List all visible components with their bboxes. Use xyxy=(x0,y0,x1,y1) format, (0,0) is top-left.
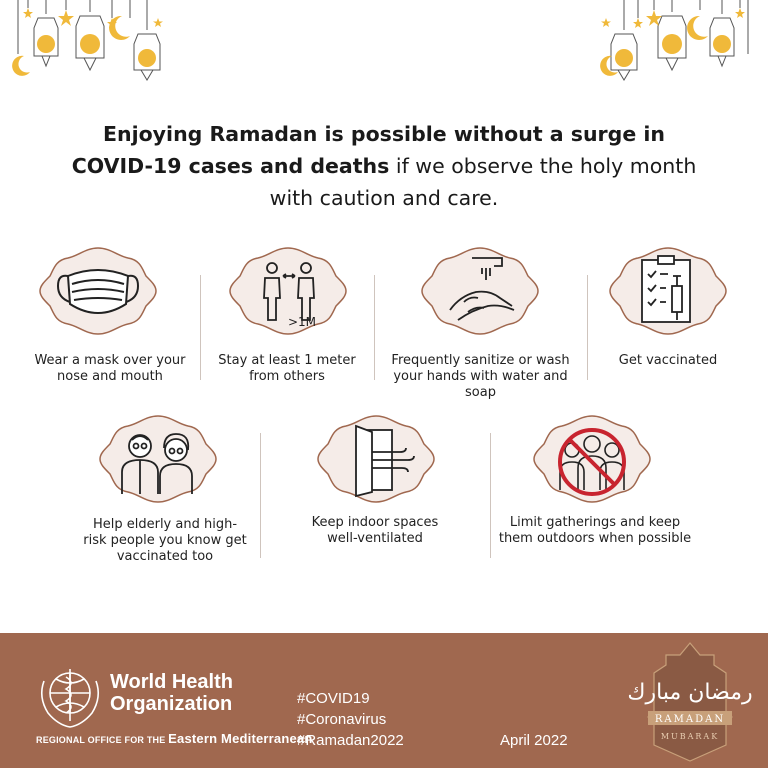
tip-ventilation xyxy=(280,515,470,547)
tip-line: Get vaccinated xyxy=(618,353,718,368)
tip-handwash xyxy=(378,353,583,401)
footer xyxy=(0,633,768,768)
tip-line: Wear a mask over your xyxy=(34,353,186,368)
who-region xyxy=(36,731,313,746)
tip-line: Stay at least 1 meter xyxy=(218,353,356,368)
who-name xyxy=(110,671,233,715)
region-prefix: REGIONAL OFFICE FOR THE xyxy=(36,735,166,745)
star-icon xyxy=(601,18,611,27)
publish-date: April 2022 xyxy=(500,732,568,749)
tip-elderly xyxy=(75,517,255,565)
tip-line: nose and mouth xyxy=(57,369,163,384)
crescent-icon xyxy=(12,56,30,76)
star-icon xyxy=(23,8,33,18)
tip-vaccinate xyxy=(592,353,744,369)
lantern-icon xyxy=(658,16,686,70)
tip-line: your hands with water and soap xyxy=(393,369,568,400)
tip-line: them outdoors when possible xyxy=(498,531,692,546)
headline-regular: if we observe the holy month with caution and care. xyxy=(269,154,697,210)
tip-line: Keep indoor spaces xyxy=(311,515,439,530)
divider xyxy=(260,433,261,558)
lantern-icon xyxy=(76,16,104,70)
divider xyxy=(587,275,588,380)
vaccine-clipboard-icon xyxy=(608,246,728,336)
tip-gatherings xyxy=(492,515,698,547)
hashtag: #Coronavirus xyxy=(297,711,387,728)
hashtag: #COVID19 xyxy=(297,690,370,707)
star-icon xyxy=(58,10,74,26)
badge-mubarak: MUBARAK xyxy=(660,732,720,741)
open-window-icon xyxy=(316,414,436,504)
lantern-icon xyxy=(34,18,58,66)
elderly-couple-icon xyxy=(98,414,218,504)
no-gathering-icon xyxy=(532,414,652,504)
tip-line: Frequently sanitize or wash xyxy=(391,353,570,368)
divider xyxy=(374,275,375,380)
social-distance-icon xyxy=(228,246,348,336)
tip-line: vaccinated too xyxy=(116,549,214,564)
tip-mask xyxy=(20,353,200,385)
lantern-decoration-left xyxy=(0,0,170,90)
lantern-icon xyxy=(134,34,160,80)
face-mask-icon xyxy=(38,246,158,336)
star-icon xyxy=(153,18,163,27)
lantern-icon xyxy=(710,18,734,66)
who-name-line: World Health xyxy=(110,671,233,693)
crescent-icon xyxy=(687,16,708,40)
hashtag: #Ramadan2022 xyxy=(297,732,404,749)
hand-washing-icon xyxy=(420,246,540,336)
distance-label: >1M xyxy=(287,315,317,329)
lantern-decoration-right xyxy=(598,0,768,90)
headline-bold: Enjoying Ramadan is possible without a surge in COVID-19 cases and deaths xyxy=(71,122,666,178)
ramadan-mubarak-badge xyxy=(627,641,753,763)
star-icon xyxy=(735,8,745,18)
tip-distance xyxy=(204,353,370,385)
tip-line: from others xyxy=(249,369,325,384)
hashtags xyxy=(297,688,404,751)
who-name-line: Organization xyxy=(110,693,233,715)
star-icon xyxy=(633,18,643,28)
region-name: Eastern Mediterranean xyxy=(168,731,313,746)
tip-line: Help elderly and high- xyxy=(92,517,238,532)
tip-line: well-ventilated xyxy=(327,531,423,546)
headline xyxy=(60,118,708,214)
divider xyxy=(490,433,491,558)
tip-line: Limit gatherings and keep xyxy=(509,515,681,530)
divider xyxy=(200,275,201,380)
badge-arabic: رمضان مبارك xyxy=(627,680,753,705)
badge-ramadan: RAMADAN xyxy=(654,714,726,725)
who-emblem-icon xyxy=(36,663,104,731)
tip-line: risk people you know get xyxy=(83,533,247,548)
